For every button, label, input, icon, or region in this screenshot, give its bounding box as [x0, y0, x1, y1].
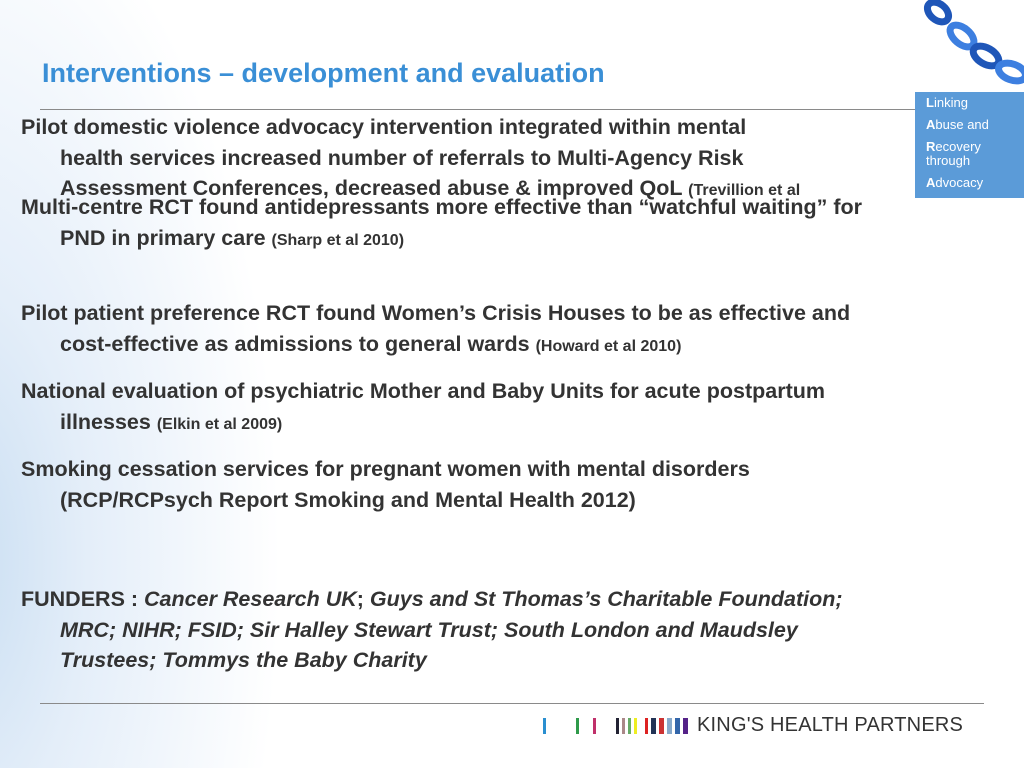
funder-cruk: Cancer Research UK	[144, 587, 357, 611]
paragraph-line	[21, 329, 850, 363]
line-text: PND in primary care	[60, 225, 272, 250]
chain-image	[920, 0, 1024, 95]
logo-word: buse and	[935, 117, 989, 132]
citation: (Howard et al 2010)	[535, 337, 682, 355]
line-text: Smoking cessation services for pregnant women with mental disorders	[21, 457, 750, 481]
bullet-paragraph	[21, 298, 850, 362]
logo-mark	[576, 718, 579, 734]
footer-divider	[40, 703, 984, 704]
logo-letter: R	[926, 139, 936, 154]
logo-mark	[675, 718, 680, 734]
line-text: Multi-centre RCT found antidepressants more effective than “watchful waiting” for	[21, 195, 862, 219]
larra-logo	[915, 92, 1024, 198]
paragraph-line	[21, 223, 862, 257]
logo-mark	[634, 718, 637, 734]
logo-mark	[667, 718, 672, 734]
paragraph-line	[21, 298, 850, 329]
paragraph-line	[21, 143, 800, 174]
funders-paragraph	[21, 584, 843, 676]
separator: ;	[356, 587, 364, 611]
logo-word: inking	[933, 95, 968, 110]
kings-health-partners-logo	[543, 714, 963, 737]
paragraph-line	[21, 407, 825, 441]
logo-letter: A	[926, 175, 936, 190]
line-text: Pilot patient preference RCT found Women’s Crisis Houses to be as effective and	[21, 301, 851, 325]
logo-text: KING'S HEALTH PARTNERS	[697, 714, 964, 736]
paragraph-line	[21, 192, 862, 223]
bullet-paragraph	[21, 454, 750, 515]
logo-word: ecovery	[935, 139, 981, 154]
logo-word: through	[926, 153, 971, 168]
funders-label: FUNDERS :	[21, 587, 145, 611]
line-text: (RCP/RCPsych Report Smoking and Mental Health 2012)	[60, 487, 636, 512]
logo-mark	[628, 718, 631, 734]
logo-letter: L	[926, 95, 934, 110]
logo-mark	[651, 718, 656, 734]
logo-mark	[593, 718, 596, 734]
logo-mark	[683, 718, 688, 734]
funder-list: Guys and St Thomas’s Charitable Foundation;	[363, 587, 843, 611]
line-text: illnesses	[60, 409, 157, 434]
slide-title: Interventions – development and evaluation	[42, 58, 605, 88]
bullet-paragraph	[21, 192, 862, 256]
title-divider	[40, 109, 920, 110]
paragraph-line	[21, 112, 800, 143]
logo-mark	[645, 718, 648, 734]
paragraph-line	[21, 485, 750, 516]
logo-mark	[659, 718, 664, 734]
line-text: cost-effective as admissions to general wards	[60, 331, 536, 356]
citation: (Sharp et al 2010)	[271, 231, 405, 249]
citation: (Trevillion et al	[688, 182, 801, 199]
logo-letter: A	[926, 117, 936, 132]
funder-list: Trustees; Tommys the Baby Charity	[60, 648, 427, 672]
line-text: Pilot domestic violence advocacy intervention integrated within mental	[21, 115, 747, 139]
logo-mark	[616, 718, 619, 734]
funder-list: MRC; NIHR; FSID; Sir Halley Stewart Trust; South London and Maudsley	[60, 617, 798, 642]
line-text: National evaluation of psychiatric Mother and Baby Units for acute postpartum	[21, 379, 825, 403]
logo-mark	[543, 718, 546, 734]
paragraph-line	[21, 454, 750, 485]
logo-mark	[622, 718, 625, 734]
bullet-paragraph	[21, 376, 825, 440]
paragraph-line	[21, 376, 825, 407]
citation: (Elkin et al 2009)	[156, 415, 283, 433]
line-text: health services increased number of referrals to Multi-Agency Risk	[60, 145, 744, 170]
line-text: Assessment Conferences, decreased abuse & improved QoL	[60, 176, 689, 200]
logo-word: dvocacy	[935, 175, 984, 190]
